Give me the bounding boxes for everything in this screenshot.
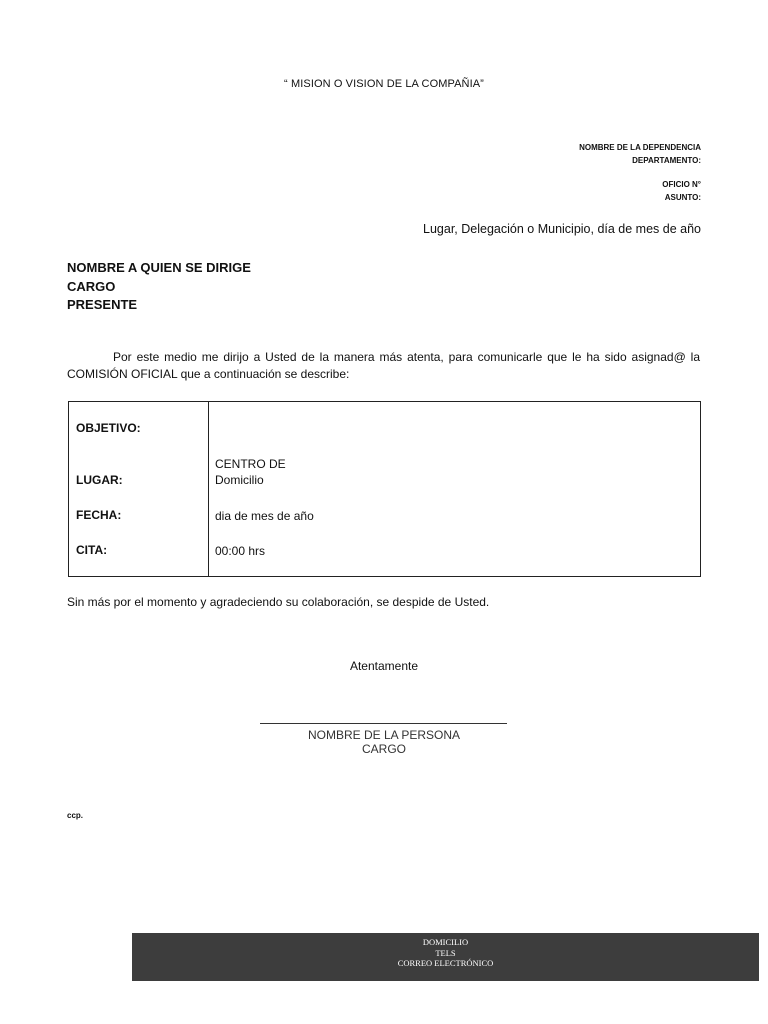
footer-email: CORREO ELECTRÓNICO: [397, 958, 494, 968]
dependency-block: [579, 141, 701, 167]
recipient-presente: PRESENTE: [67, 297, 138, 312]
recipient-position: CARGO: [67, 278, 116, 294]
cita-value: 00:00 hrs: [215, 544, 266, 558]
lugar-value-line-1: CENTRO DE: [215, 457, 286, 471]
recipient-name: NOMBRE A QUIEN SE DIRIGE: [67, 260, 251, 275]
signer-block: [0, 728, 768, 756]
dependency-name: NOMBRE DE LA DEPENDENCIA: [579, 143, 701, 152]
lugar-value-line-2: Domicilio: [215, 473, 264, 487]
closing-text: Sin más por el momento y agradeciendo su colaboración, se despide de Usted.: [67, 595, 490, 609]
signer-position: CARGO: [361, 742, 406, 756]
signer-name: NOMBRE DE LA PERSONA: [307, 728, 461, 742]
objetivo-label: OBJETIVO:: [76, 421, 141, 435]
lugar-value: [215, 456, 286, 488]
subject-label: ASUNTO:: [664, 193, 701, 202]
commission-table: [68, 401, 701, 577]
fecha-label: FECHA:: [76, 508, 122, 522]
cita-label: CITA:: [76, 543, 108, 557]
footer-phones: TELS: [435, 947, 456, 958]
body-line-2: COMISIÓN OFICIAL que a continuación se describe:: [67, 367, 350, 381]
body-line-1: Por este medio me dirijo a Usted de la manera más atenta, para comunicarle que le ha sido asignad@ la: [113, 350, 700, 364]
footer-bar: [132, 933, 759, 981]
ccp-label: ccp.: [67, 811, 84, 820]
company-motto: “ MISION O VISION DE LA COMPAÑIA”: [284, 78, 484, 90]
office-number-label: OFICIO N°: [662, 180, 701, 189]
recipient-block: [67, 259, 251, 315]
fecha-value: dia de mes de año: [215, 509, 314, 523]
lugar-label: LUGAR:: [76, 473, 123, 487]
signature-line: [260, 723, 507, 724]
table-column-divider: [208, 402, 209, 576]
office-block: [662, 178, 701, 204]
footer-address: DOMICILIO: [422, 937, 469, 947]
body-paragraph: [67, 349, 700, 383]
atentamente-label: Atentamente: [349, 659, 419, 673]
department-label: DEPARTAMENTO:: [632, 156, 701, 165]
place-date-line: Lugar, Delegación o Municipio, día de mes de año: [423, 222, 701, 236]
